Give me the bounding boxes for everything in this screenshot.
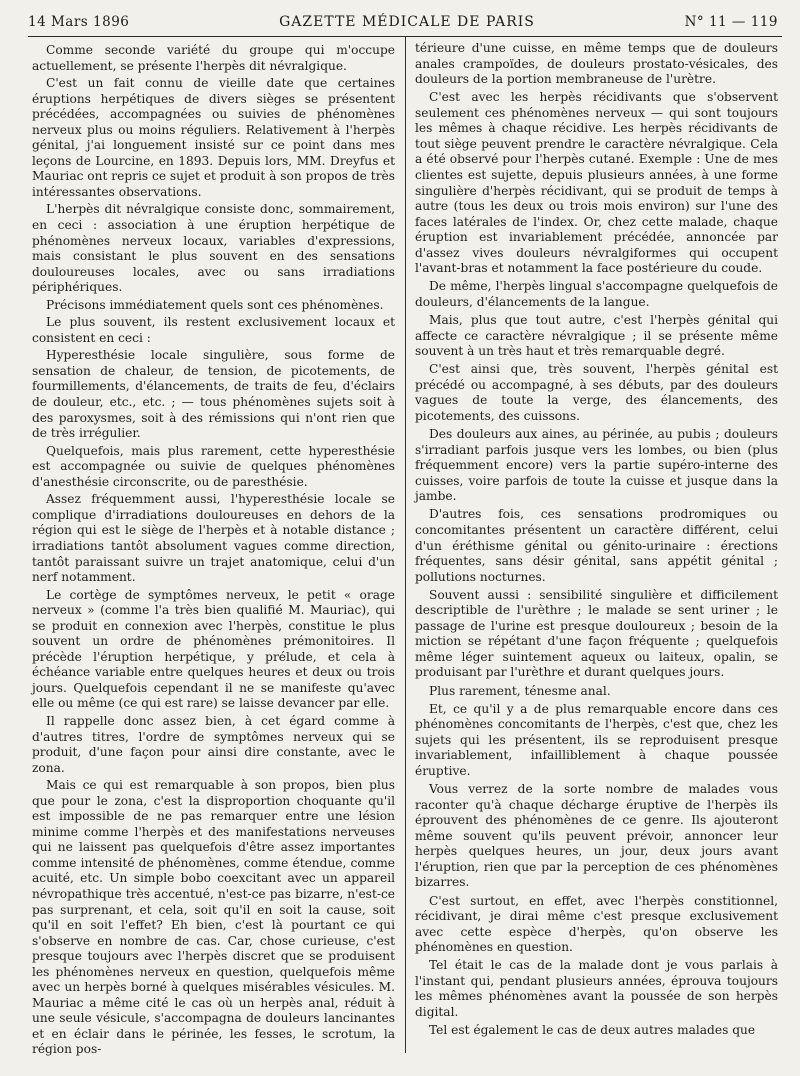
paragraph: Mais, plus que tout autre, c'est l'herpès génital qui affecte ce caractère névralgique ; il se présente même souvent à un très haut et très remarquable degré. [415, 313, 778, 359]
paragraph: Des douleurs aux aines, au périnée, au pubis ; douleurs s'irradiant parfois jusque vers les lombes, ou bien (plus fréquemment encore) vers la partie supéro-interne des cuisses, voire parfois de toute la cuisse et jusque dans la jambe. [415, 427, 778, 504]
paragraph: Plus rarement, ténesme anal. [429, 683, 611, 698]
paragraph: Mais ce qui est remarquable à son propos, bien plus que pour le zona, c'est la disproportion choquante qu'il est impossible de ne pas remarquer entre une lésion minime comme l'herpès et des manifestations nerveuses qui ne laissent pas quelquefois d'être assez importantes comme intensité de phénomènes, comme étendue, comme acuité, etc. Un simple bobo coexcitant avec un appareil névropathique très accentué, n'est-ce pas bizarre, n'est-ce pas surprenant, et cela, soit qu'il en soit la cause, soit qu'il en soit l'effet? Eh bien, c'est là pourtant ce qui s'observe en nombre de cas. Car, chose curieuse, c'est presque toujours avec l'herpès discret que se produisent les phénomènes nerveux en question, quelquefois même avec un herpès borné à quelques misérables vésicules. M. Mauriac a même cité le cas où un herpès anal, réduit à une seule vésicule, s'accompagna de douleurs lancinantes et en éclair dans le périnée, les fesses, le scrotum, la région pos- [32, 778, 395, 1057]
paragraph: Le plus souvent, ils restent exclusivement locaux et consistent en ceci : [32, 315, 395, 345]
paragraph: C'est un fait connu de vieille date que certaines éruptions herpétiques de divers sièges se présentent précédées, accompagnées ou suivies de phénomènes nerveux plus ou moins réguliers. Relativement à l'herpès génital, j'ai longuement insisté sur ce point dans mes leçons de Lourcine, en 1893. Depuis lors, MM. Dreyfus et Mauriac ont repris ce sujet et produit à son propos de très intéressantes observations. [32, 76, 395, 199]
paragraph: Il rappelle donc assez bien, à cet égard comme à d'autres titres, l'ordre de symptômes nerveux qui se produit, d'une façon pour ainsi dire constante, avec le zona. [32, 713, 395, 775]
paragraph: C'est surtout, en effet, avec l'herpès constitionnel, récidivant, je dirai même c'est presque exclusivement avec cette espèce d'herpès, qu'on observe les phénomènes en question. [415, 893, 778, 955]
paragraph: Le cortège de symptômes nerveux, le petit « orage nerveux » (comme l'a très bien qualifié M. Mauriac), qui se produit en connexion avec l'herpès, constitue le plus souvent un ordre de phénomènes prémonitoires. Il précède l'éruption herpétique, y prélude, et cela à échéance variable entre quelques heures et deux ou trois jours. Quelquefois cependant il ne se manifeste qu'avec elle ou même (ce qui est rare) se laisse devancer par elle. [32, 587, 395, 711]
paragraph: térieure d'une cuisse, en même temps que de douleurs anales crampoïdes, de douleurs prostato-vésicales, des douleurs de la portion membraneuse de l'urètre. [415, 41, 778, 87]
paragraph: D'autres fois, ces sensations prodromiques ou concomitantes présentent un caractère différent, celui d'un éréthisme génital ou génito-urinaire : érections fréquentes, sans désir génital, sans appétit génital ; pollutions nocturnes. [415, 507, 778, 584]
issue-date: 14 Mars 1896 [28, 14, 130, 30]
paragraph: Et, ce qu'il y a de plus remarquable encore dans ces phénomènes concomitants de l'herpès, c'est que, chez les sujets qui les présentent, ils se reproduisent presque invariablement, infailliblement à chaque poussée éruptive. [415, 701, 778, 778]
paragraph: L'herpès dit névralgique consiste donc, sommairement, en ceci : association à une éruption herpétique de phénomènes nerveux locaux, variables d'expressions, mais consistant le plus souvent en des sensations douloureuses locales, avec ou sans irradiations périphériques. [32, 202, 395, 295]
paragraph: C'est avec les herpès récidivants que s'observent seulement ces phénomènes nerveux — qui sont toujours les mêmes à chaque récidive. Les herpès récidivants de tout siège peuvent prendre le caractère névralgique. Cela a été observé pour l'herpès cutané. Exemple : Une de mes clientes est sujette, depuis plusieurs années, à une forme singulière d'herpès récidivant, qui se produit de temps à autre (tous les deux ou trois mois environ) sur l'une des faces latérales de l'index. Or, chez cette malade, chaque éruption est invariablement précédée, annoncée par d'assez vives douleurs névralgiformes qui occupent l'avant-bras et notamment la face postérieure du coude. [415, 90, 778, 276]
paragraph: Précisons immédiatement quels sont ces phénomènes. [46, 297, 384, 312]
paragraph: Tel est également le cas de deux autres malades que [429, 1023, 756, 1038]
issue-page-number: N° 11 — 119 [684, 14, 778, 30]
left-column [28, 37, 405, 1063]
column-divider [405, 37, 406, 1053]
page-header [28, 14, 782, 37]
paragraph: C'est ainsi que, très souvent, l'herpès génital est précédé ou accompagné, à ses débuts, par des douleurs vagues de toute la verge, des élancements, des picotements, des cuissons. [415, 362, 778, 423]
paragraph: Tel était le cas de la malade dont je vous parlais à l'instant qui, pendant plusieurs années, éprouva toujours les mêmes phénomènes avant la poussée de son herpès digital. [415, 958, 778, 1019]
paragraph: Quelquefois, mais plus rarement, cette hyperesthésie est accompagnée ou suivie de quelques phénomènes d'anesthésie circonscrite, ou de paresthésie. [32, 443, 395, 489]
text-columns [28, 37, 782, 1063]
paragraph: De même, l'herpès lingual s'accompagne quelquefois de douleurs, d'élancements de la langue. [415, 279, 778, 309]
paragraph: Souvent aussi : sensibilité singulière et difficilement descriptible de l'urèthre ; le malade se sent uriner ; le passage de l'urine est presque douloureux ; besoin de la miction se répétant d'une façon fréquente ; quelquefois même léger suintement aqueux ou laiteux, opalin, se produisant par l'urèthre et durant quelques jours. [415, 587, 778, 680]
right-column [405, 37, 782, 1063]
paragraph: Comme seconde variété du groupe qui m'occupe actuellement, se présente l'herpès dit névralgique. [32, 43, 395, 73]
publication-title: GAZETTE MÉDICALE DE PARIS [279, 14, 535, 30]
paragraph: Assez fréquemment aussi, l'hyperesthésie locale se complique d'irradiations douloureuses en dehors de la région qui est le siège de l'herpès et à notable distance ; irradiations tantôt absolument vagues comme direction, tantôt paraissant suivre un trajet anatomique, celui d'un nerf notamment. [32, 492, 395, 585]
paragraph: Hyperesthésie locale singulière, sous forme de sensation de chaleur, de tension, de picotements, de fourmillements, d'élancements, de traits de feu, d'éclairs de douleur, etc., etc. ; — tous phénomènes sujets soit à des paroxysmes, soit à des rémissions qui n'ont rien que de très irrégulier. [32, 348, 395, 441]
paragraph: Vous verrez de la sorte nombre de malades vous raconter qu'à chaque décharge éruptive de l'herpès ils éprouvent des phénomènes de ce genre. Ils ajouteront même souvent qu'ils peuvent prévoir, annoncer leur herpès quelques heures, un jour, deux jours avant l'éruption, rien que par la perception de ces phénomènes bizarres. [415, 782, 778, 890]
